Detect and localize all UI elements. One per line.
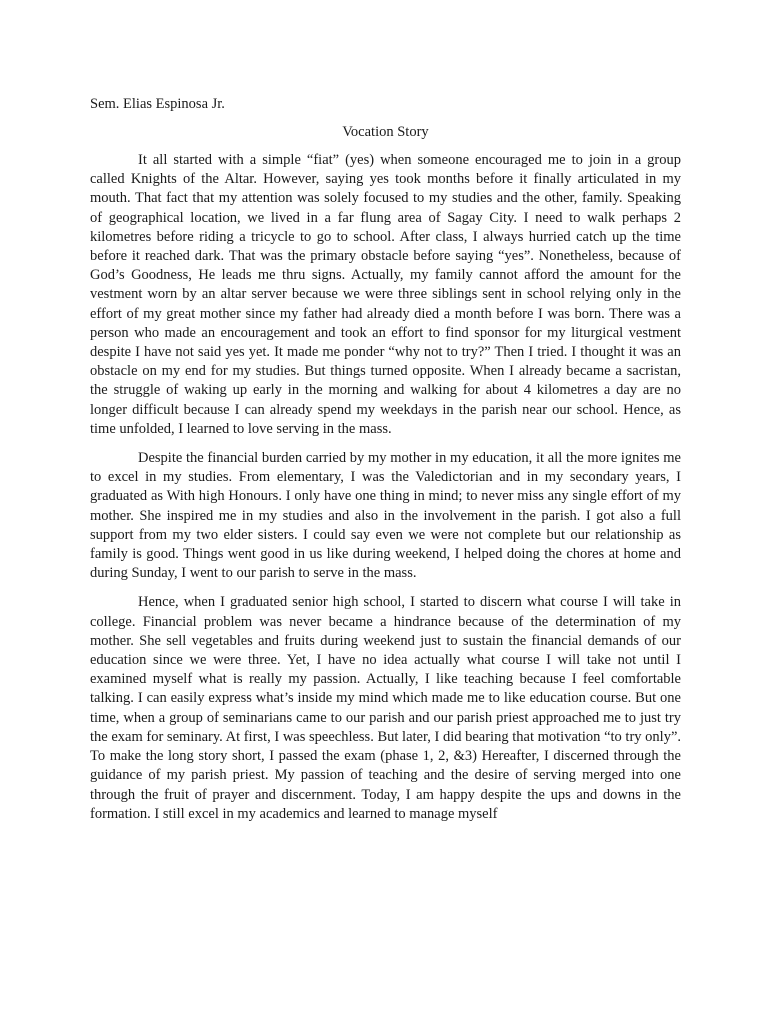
paragraph-3: Hence, when I graduated senior high school, I started to discern what course I will take in college. Financial problem was never became a hindrance because of the determination of my mother. She sell vegetables and fruits during weekend just to sustain the financial demands of our education since we were three. Yet, I have no idea actually what course I will take not until I examined myself what is really my passion. Actually, I like teaching because I feel comfortable talking. I can easily express what’s inside my mind which made me to like education course. But one time, when a group of seminarians came to our parish and our parish priest approached me to just try the exam for seminary. At first, I was speechless. But later, I did bearing that motivation “to try only”. To make the long story short, I passed the exam (phase 1, 2, &3) Hereafter, I discerned through the guidance of my parish priest. My passion of teaching and the desire of serving merged into one through the fruit of prayer and discernment. Today, I am happy despite the ups and downs in the formation. I still excel in my academics and learned to manage myself xyxy=(90,594,681,822)
paragraph-2: Despite the financial burden carried by my mother in my education, it all the more ignites me to excel in my studies. From elementary, I was the Valedictorian and in my secondary years, I graduated as With high Honours. I only have one thing in mind; to never miss any single effort of my mother. She inspired me in my studies and also in the involvement in the parish. I got also a full support from my two elder sisters. I could say even we were not complete but our relationship as family is good. Things went good in us like during weekend, I helped doing the chores at home and during Sunday, I went to our parish to serve in the mass. xyxy=(90,450,681,582)
document-title: Vocation Story xyxy=(342,124,429,140)
paragraph-1: It all started with a simple “fiat” (yes) when someone encouraged me to join in a group called Knights of the Altar. However, saying yes took months before it finally articulated in my mouth. That fact that my attention was solely focused to my studies and the other, family. Speaking of geographical location, we lived in a far flung area of Sagay City. I need to walk perhaps 2 kilometres before riding a tricycle to go to school. After class, I always hurried catch up the time before it reached dark. That was the primary obstacle before saying “yes”. Nonetheless, because of God’s Goodness, He leads me thru signs. Actually, my family cannot afford the amount for the vestment worn by an altar server because we were three siblings sent in school relying only in the effort of my great mother since my father had already died a month before I was born. There was a person who made an encouragement and took an effort to find sponsor for my liturgical vestment despite I have not said yes yet. It made me ponder “why not to try?” Then I tried. I thought it was an obstacle on my end for my studies. But things turned opposite. When I already became a sacristan, the struggle of waking up early in the morning and walking for about 4 kilometres a day are no longer difficult because I can already spend my weekdays in the parish near our school. Hence, as time unfolded, I learned to love serving in the mass. xyxy=(90,152,681,437)
author-name: Sem. Elias Espinosa Jr. xyxy=(90,96,225,112)
